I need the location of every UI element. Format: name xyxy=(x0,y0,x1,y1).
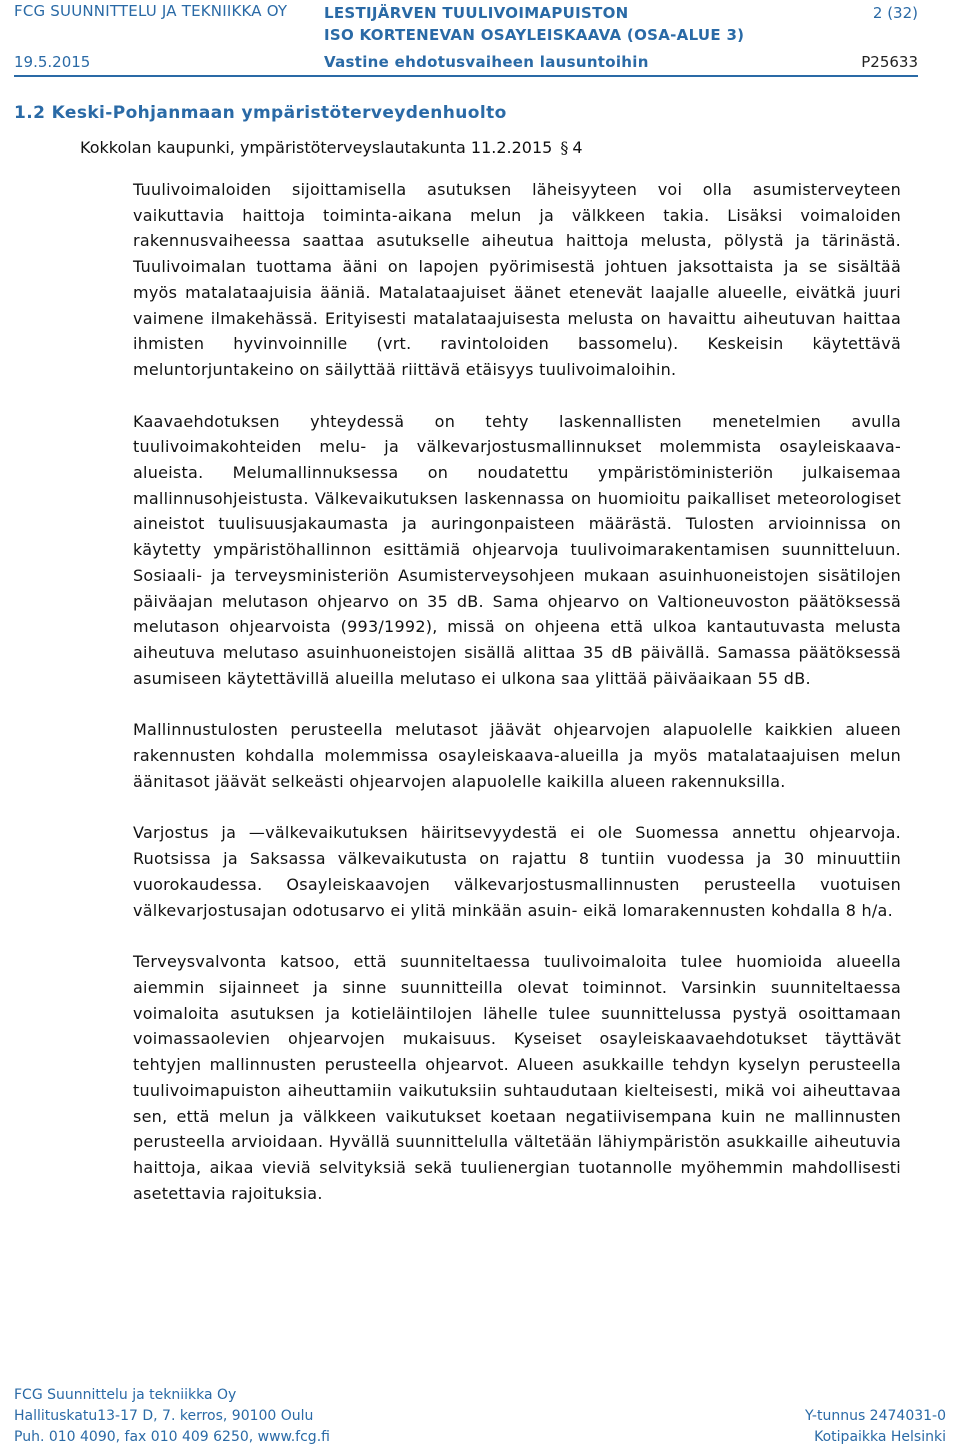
header-project-line-1: LESTIJÄRVEN TUULIVOIMAPUISTON xyxy=(324,4,629,22)
footer-domicile: Kotipaikka Helsinki xyxy=(814,1429,946,1445)
body-paragraph-4: Varjostus ja —välkevaikutuksen häiritsevyydestä ei ole Suomessa annettu ohjearvoja. Ruotsissa ja Saksassa välkevaikutusta on rajattu 8 tuntiin vuodessa ja 30 minuuttiin vuorokaudessa. Osayleiskaavojen välkevarjostusmallinnusten perusteella vuotuisen välkevarjostusajan odotusarvo ei ylitä minkään asuin- eikä lomarakennusten kohdalla 8 h/a. xyxy=(133,823,901,920)
paragraph-number: 4 xyxy=(572,138,583,157)
project-code: P25633 xyxy=(861,53,918,71)
section-subtitle xyxy=(80,138,583,157)
paragraph-symbol-icon: § xyxy=(560,138,569,157)
body-paragraph-1: Tuulivoimaloiden sijoittamisella asutuksen läheisyyteen voi olla asumisterveyteen vaikuttavia haittoja toiminta-aikana melun ja välkkeen takia. Lisäksi voimaloiden rakennusvaiheessa saattaa asutukselle aiheutua haittoja melusta, pölystä ja tärinästä. Tuulivoimalan tuottama ääni on lapojen pyörimisestä johtuen jaksottaista ja se sisältää myös matalataajuisia ääniä. Matalataajuiset äänet etenevät laajalle alueelle, eivätkä juuri vaimene ilmakehässä. Erityisesti matalataajuisesta melusta on havaittu aiheutuvan haittaa ihmisten hyvinvoinnille (vrt. ravintoloiden bassomelu). Keskeisin käytettävä meluntorjuntakeino on säilyttää riittävä etäisyys tuulivoimaloihin. xyxy=(133,180,901,379)
footer-contact: Puh. 010 4090, fax 010 409 6250, www.fcg.fi xyxy=(14,1429,330,1445)
document-date: 19.5.2015 xyxy=(14,53,91,71)
footer-business-id: Y-tunnus 2474031-0 xyxy=(805,1408,946,1424)
section-title: 1.2 Keski-Pohjanmaan ympäristöterveydenhuolto xyxy=(14,103,507,123)
header-company: FCG SUUNNITTELU JA TEKNIIKKA OY xyxy=(14,2,288,20)
footer-address: Hallituskatu13-17 D, 7. kerros, 90100 Oulu xyxy=(14,1408,314,1424)
document-status: Vastine ehdotusvaiheen lausuntoihin xyxy=(324,53,649,71)
page-number: 2 (32) xyxy=(872,4,918,22)
header-project-line-2: ISO KORTENEVAN OSAYLEISKAAVA (OSA-ALUE 3) xyxy=(324,26,745,44)
header-divider xyxy=(14,75,918,77)
header-project-title xyxy=(324,2,744,46)
subtitle-text: Kokkolan kaupunki, ympäristöterveyslautakunta 11.2.2015 xyxy=(80,138,553,157)
document-body xyxy=(133,177,901,1232)
footer-company: FCG Suunnittelu ja tekniikka Oy xyxy=(14,1387,237,1403)
body-paragraph-5: Terveysvalvonta katsoo, että suunniteltaessa tuulivoimaloita tulee huomioida alueella aiemmin sijainneet ja sinne suunnitteilla olevat toiminnot. Varsinkin suunniteltaessa voimaloita asutuksen ja kotieläintilojen lähelle tulee suunnittelussa pystyä osoittamaan voimassaolevien ohjearvojen mukaisuus. Kyseiset osayleiskaavaehdotukset täyttävät tehtyjen mallinnusten perusteella ohjearvot. Alueen asukkaille tehdyn kyselyn perusteella tuulivoimapuiston aiheuttamiin vaikutuksiin suhtaudutaan kielteisesti, mikä voi aiheuttavaa sen, että melun ja välkkeen vaikutukset koetaan negatiivisempana kuin ne mallinnusten perusteella arvioidaan. Hyvällä suunnittelulla vältetään lähiympäristön asukkaille aiheutuvia haittoja, aikaa vieviä selvityksiä sekä tuulienergian tuotannolle myöhemmin mahdollisesti asetettavia rajoituksia. xyxy=(133,952,901,1203)
body-paragraph-3: Mallinnustulosten perusteella melutasot jäävät ohjearvojen alapuolelle kaikkien alueen rakennusten kohdalla molemmissa osayleiskaava-alueilla ja myös matalataajuisen melun äänitasot jäävät selkeästi ohjearvojen alapuolelle kaikilla alueen rakennuksilla. xyxy=(133,720,901,791)
body-paragraph-2: Kaavaehdotuksen yhteydessä on tehty laskennallisten menetelmien avulla tuulivoimakohteiden melu- ja välkevarjostusmallinnukset molemmista osayleiskaava-alueista. Melumallinnuksessa on noudatettu ympäristöministeriön julkaisemaa mallinnusohjeistusta. Välkevaikutuksen laskennassa on huomioitu paikalliset meteorologiset aineistot tuulisuusjakaumasta ja auringonpaisteen määrästä. Tulosten arvioinnissa on käytetty ympäristöhallinnon esittämiä ohjearvoja tuulivoimarakentamisen suunnitteluun. Sosiaali- ja terveysministeriön Asumisterveysohjeen mukaan asuinhuoneistojen sisätilojen päiväajan melutason ohjearvo on 35 dB. Sama ohjearvo on Valtioneuvoston päätöksessä melutason ohjearvoista (993/1992), missä on ohjeena että ulkoa kantautuvasta melusta aiheutuva melutaso asuinhuoneistojen sisällä alittaa 35 dB päivällä. Samassa päätöksessä asumiseen käytettävillä alueilla melutaso ei ulkona saa ylittää päiväaikaan 55 dB. xyxy=(133,411,901,688)
page-footer xyxy=(14,1385,946,1448)
